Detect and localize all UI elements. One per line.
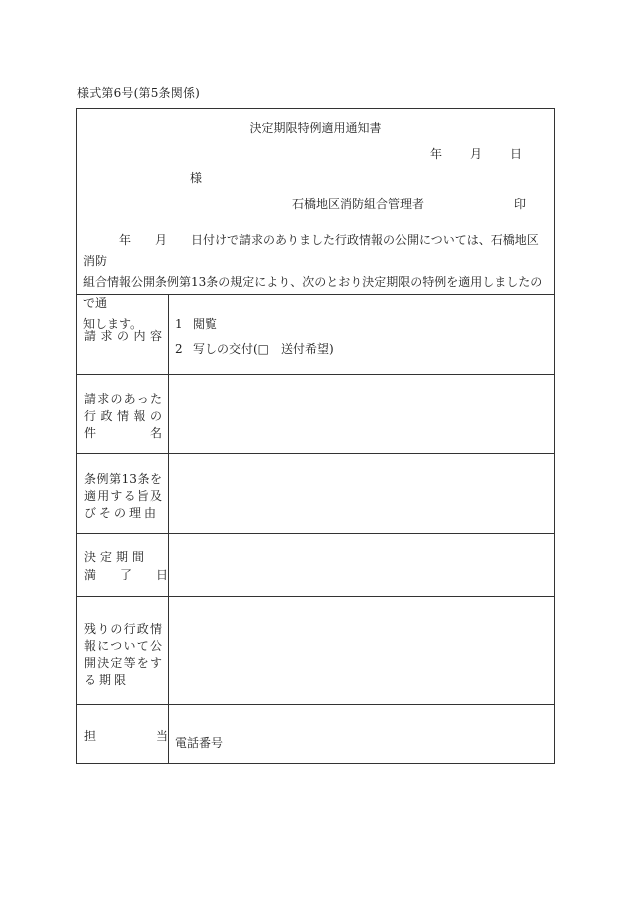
option-copy bbox=[175, 340, 334, 357]
body-line-3: 知します。 bbox=[83, 317, 143, 331]
label-line: る期限 bbox=[84, 673, 130, 687]
option-inspection bbox=[175, 315, 217, 332]
label-line: 担 当 bbox=[84, 729, 169, 743]
row-value bbox=[169, 534, 554, 596]
notice-form bbox=[76, 108, 555, 764]
option-text: 閲覧 bbox=[193, 317, 218, 331]
date-day: 日 bbox=[509, 147, 522, 161]
body-line-1 bbox=[83, 230, 548, 272]
seal-mark: 印 bbox=[513, 197, 526, 211]
row-label bbox=[77, 375, 169, 453]
label-line: びその理由 bbox=[84, 506, 160, 520]
row-decision-deadline bbox=[77, 534, 554, 597]
row-person-in-charge bbox=[77, 705, 554, 763]
label-line: 報について公 bbox=[84, 639, 162, 653]
row-label bbox=[77, 705, 169, 763]
row-value bbox=[169, 454, 554, 533]
option-number: 2 bbox=[175, 342, 183, 356]
row-label bbox=[77, 454, 169, 533]
date-month: 月 bbox=[469, 147, 482, 161]
label-line: 条例第13条を bbox=[84, 472, 162, 486]
row-label bbox=[77, 534, 169, 596]
issue-date bbox=[430, 145, 522, 162]
label-line: 適用する旨及 bbox=[84, 489, 162, 503]
option-text: 写しの交付(□ 送付希望) bbox=[193, 342, 334, 356]
label-line: 請求のあった bbox=[84, 392, 162, 406]
label-line: 残りの行政情 bbox=[84, 622, 162, 636]
issuer-name: 石橋地区消防組合管理者 bbox=[292, 197, 425, 211]
label-line: 開決定等をす bbox=[84, 656, 162, 670]
row-value bbox=[169, 375, 554, 453]
label-line: 請 求 の 内 容 bbox=[84, 329, 162, 343]
row-remaining-deadline bbox=[77, 597, 554, 705]
label-line: 件 名 bbox=[84, 426, 162, 440]
body-month: 月 bbox=[155, 233, 168, 247]
body-year: 年 bbox=[119, 233, 132, 247]
body-line-2: 組合情報公開条例第13条の規定により、次のとおり決定期限の特例を適用しましたので通 bbox=[83, 275, 543, 310]
label-line: 満 了 日 bbox=[84, 568, 169, 582]
label-line: 決 定 期 間 bbox=[84, 550, 144, 564]
row-value bbox=[169, 295, 554, 374]
date-year: 年 bbox=[429, 147, 442, 161]
document-title: 決定期限特例適用通知書 bbox=[249, 121, 382, 135]
recipient-suffix: 様 bbox=[190, 171, 203, 185]
row-label bbox=[77, 295, 169, 374]
label-line: 行 政 情 報 の bbox=[84, 409, 162, 423]
row-value bbox=[169, 705, 554, 763]
form-number-label: 様式第6号(第5条関係) bbox=[77, 86, 201, 100]
phone-number-label: 電話番号 bbox=[175, 736, 224, 750]
row-label bbox=[77, 597, 169, 704]
row-application-reason bbox=[77, 454, 554, 534]
row-requested-info bbox=[77, 375, 554, 454]
row-value bbox=[169, 597, 554, 704]
body-line-1-rest: 日付けで請求のありました行政情報の公開については、石橋地区消防 bbox=[83, 233, 539, 268]
option-number: 1 bbox=[175, 317, 183, 331]
row-request-content bbox=[77, 295, 554, 375]
